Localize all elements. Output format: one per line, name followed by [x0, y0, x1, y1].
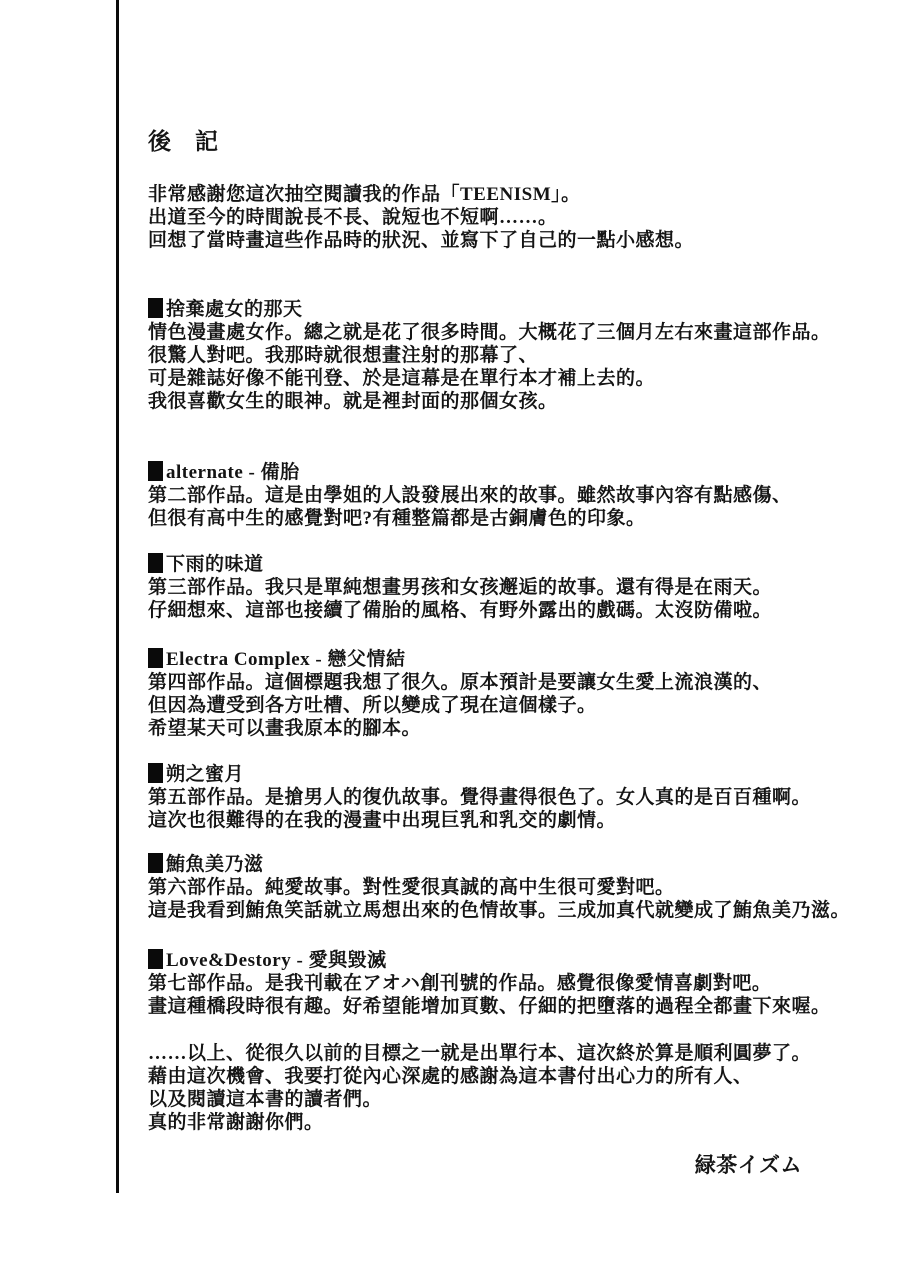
- section-tuna-mayo: [148, 853, 850, 922]
- section-line: 這是我看到鮪魚笑話就立馬想出來的色情故事。三成加真代就變成了鮪魚美乃滋。: [148, 900, 851, 921]
- section-line: 第四部作品。這個標題我想了很久。原本預計是要讓女生愛上流浪漢的、: [148, 672, 773, 693]
- section-line: 很驚人對吧。我那時就很想畫注射的那幕了、: [148, 345, 539, 366]
- section-line: 希望某天可以畫我原本的腳本。: [148, 718, 422, 739]
- section-line: 但因為遭受到各方吐槽、所以變成了現在這個樣子。: [148, 695, 597, 716]
- section-heading: [148, 553, 850, 576]
- section-line: 這次也很難得的在我的漫畫中出現巨乳和乳交的劇情。: [148, 810, 617, 831]
- section-line: 仔細想來、這部也接續了備胎的風格、有野外露出的戲碼。太沒防備啦。: [148, 600, 773, 621]
- section-heading-text: 鮪魚美乃滋: [166, 854, 264, 875]
- section-line: 第三部作品。我只是單純想畫男孩和女孩邂逅的故事。還有得是在雨天。: [148, 577, 773, 598]
- section-line: 我很喜歡女生的眼神。就是裡封面的那個女孩。: [148, 391, 558, 412]
- section-line: 第二部作品。這是由學姐的人設發展出來的故事。雖然故事內容有點感傷、: [148, 485, 792, 506]
- closing-line: ……以上、從很久以前的目標之一就是出單行本、這次終於算是順利圓夢了。: [148, 1043, 812, 1064]
- section-heading: [148, 461, 850, 484]
- section-line: 第六部作品。純愛故事。對性愛很真誠的高中生很可愛對吧。: [148, 877, 675, 898]
- section-line: 情色漫畫處女作。總之就是花了很多時間。大概花了三個月左右來畫這部作品。: [148, 322, 831, 343]
- closing-line: 藉由這次機會、我要打從內心深處的感謝為這本書付出心力的所有人、: [148, 1066, 753, 1087]
- section-bullet-icon: [148, 298, 163, 318]
- intro-line: 回想了當時畫這些作品時的狀況、並寫下了自己的一點小感想。: [148, 230, 695, 251]
- section-bullet-icon: [148, 949, 163, 969]
- section-heading-text: 下雨的味道: [166, 554, 264, 575]
- section-electra-complex: [148, 648, 850, 740]
- section-honeymoon: [148, 763, 850, 832]
- section-heading-text: alternate - 備胎: [166, 462, 300, 483]
- section-first-work: [148, 298, 850, 413]
- section-line: 但很有高中生的感覺對吧?有種整篇都是古銅膚色的印象。: [148, 508, 646, 529]
- section-heading: [148, 853, 850, 876]
- intro-line: 出道至今的時間說長不長、說短也不短啊……。: [148, 207, 558, 228]
- section-love-destory: [148, 949, 850, 1018]
- author-signature: 緑茶イズム: [694, 1153, 802, 1177]
- closing-line: 真的非常謝謝你們。: [148, 1112, 324, 1133]
- section-heading-text: Love&Destory - 愛與毀滅: [166, 950, 387, 971]
- section-heading: [148, 648, 850, 671]
- section-line: 第七部作品。是我刊載在アオハ創刊號的作品。感覺很像愛情喜劇對吧。: [148, 973, 772, 994]
- closing-line: 以及閱讀這本書的讀者們。: [148, 1089, 383, 1110]
- section-alternate: [148, 461, 850, 530]
- section-heading-text: Electra Complex - 戀父情結: [166, 649, 406, 670]
- page-title: 後 記: [148, 129, 219, 154]
- left-border-line: [116, 0, 119, 1193]
- section-line: 畫這種橋段時很有趣。好希望能增加頁數、仔細的把墮落的過程全都畫下來喔。: [148, 996, 831, 1017]
- section-heading: [148, 763, 850, 786]
- section-line: 可是雜誌好像不能刊登、於是這幕是在單行本才補上去的。: [148, 368, 656, 389]
- section-rain: [148, 553, 850, 622]
- section-line: 第五部作品。是搶男人的復仇故事。覺得畫得很色了。女人真的是百百種啊。: [148, 787, 812, 808]
- section-heading: [148, 298, 850, 321]
- section-heading: [148, 949, 850, 972]
- page-content: [148, 0, 850, 1178]
- intro-line: 非常感謝您這次抽空閱讀我的作品「TEENISM」。: [148, 184, 581, 205]
- section-bullet-icon: [148, 461, 163, 481]
- intro-paragraph: [148, 183, 850, 252]
- section-bullet-icon: [148, 553, 163, 573]
- closing-paragraph: [148, 1042, 850, 1134]
- section-bullet-icon: [148, 853, 163, 873]
- section-heading-text: 捨棄處女的那天: [166, 299, 303, 320]
- section-bullet-icon: [148, 763, 163, 783]
- section-bullet-icon: [148, 648, 163, 668]
- section-heading-text: 朔之蜜月: [166, 764, 245, 785]
